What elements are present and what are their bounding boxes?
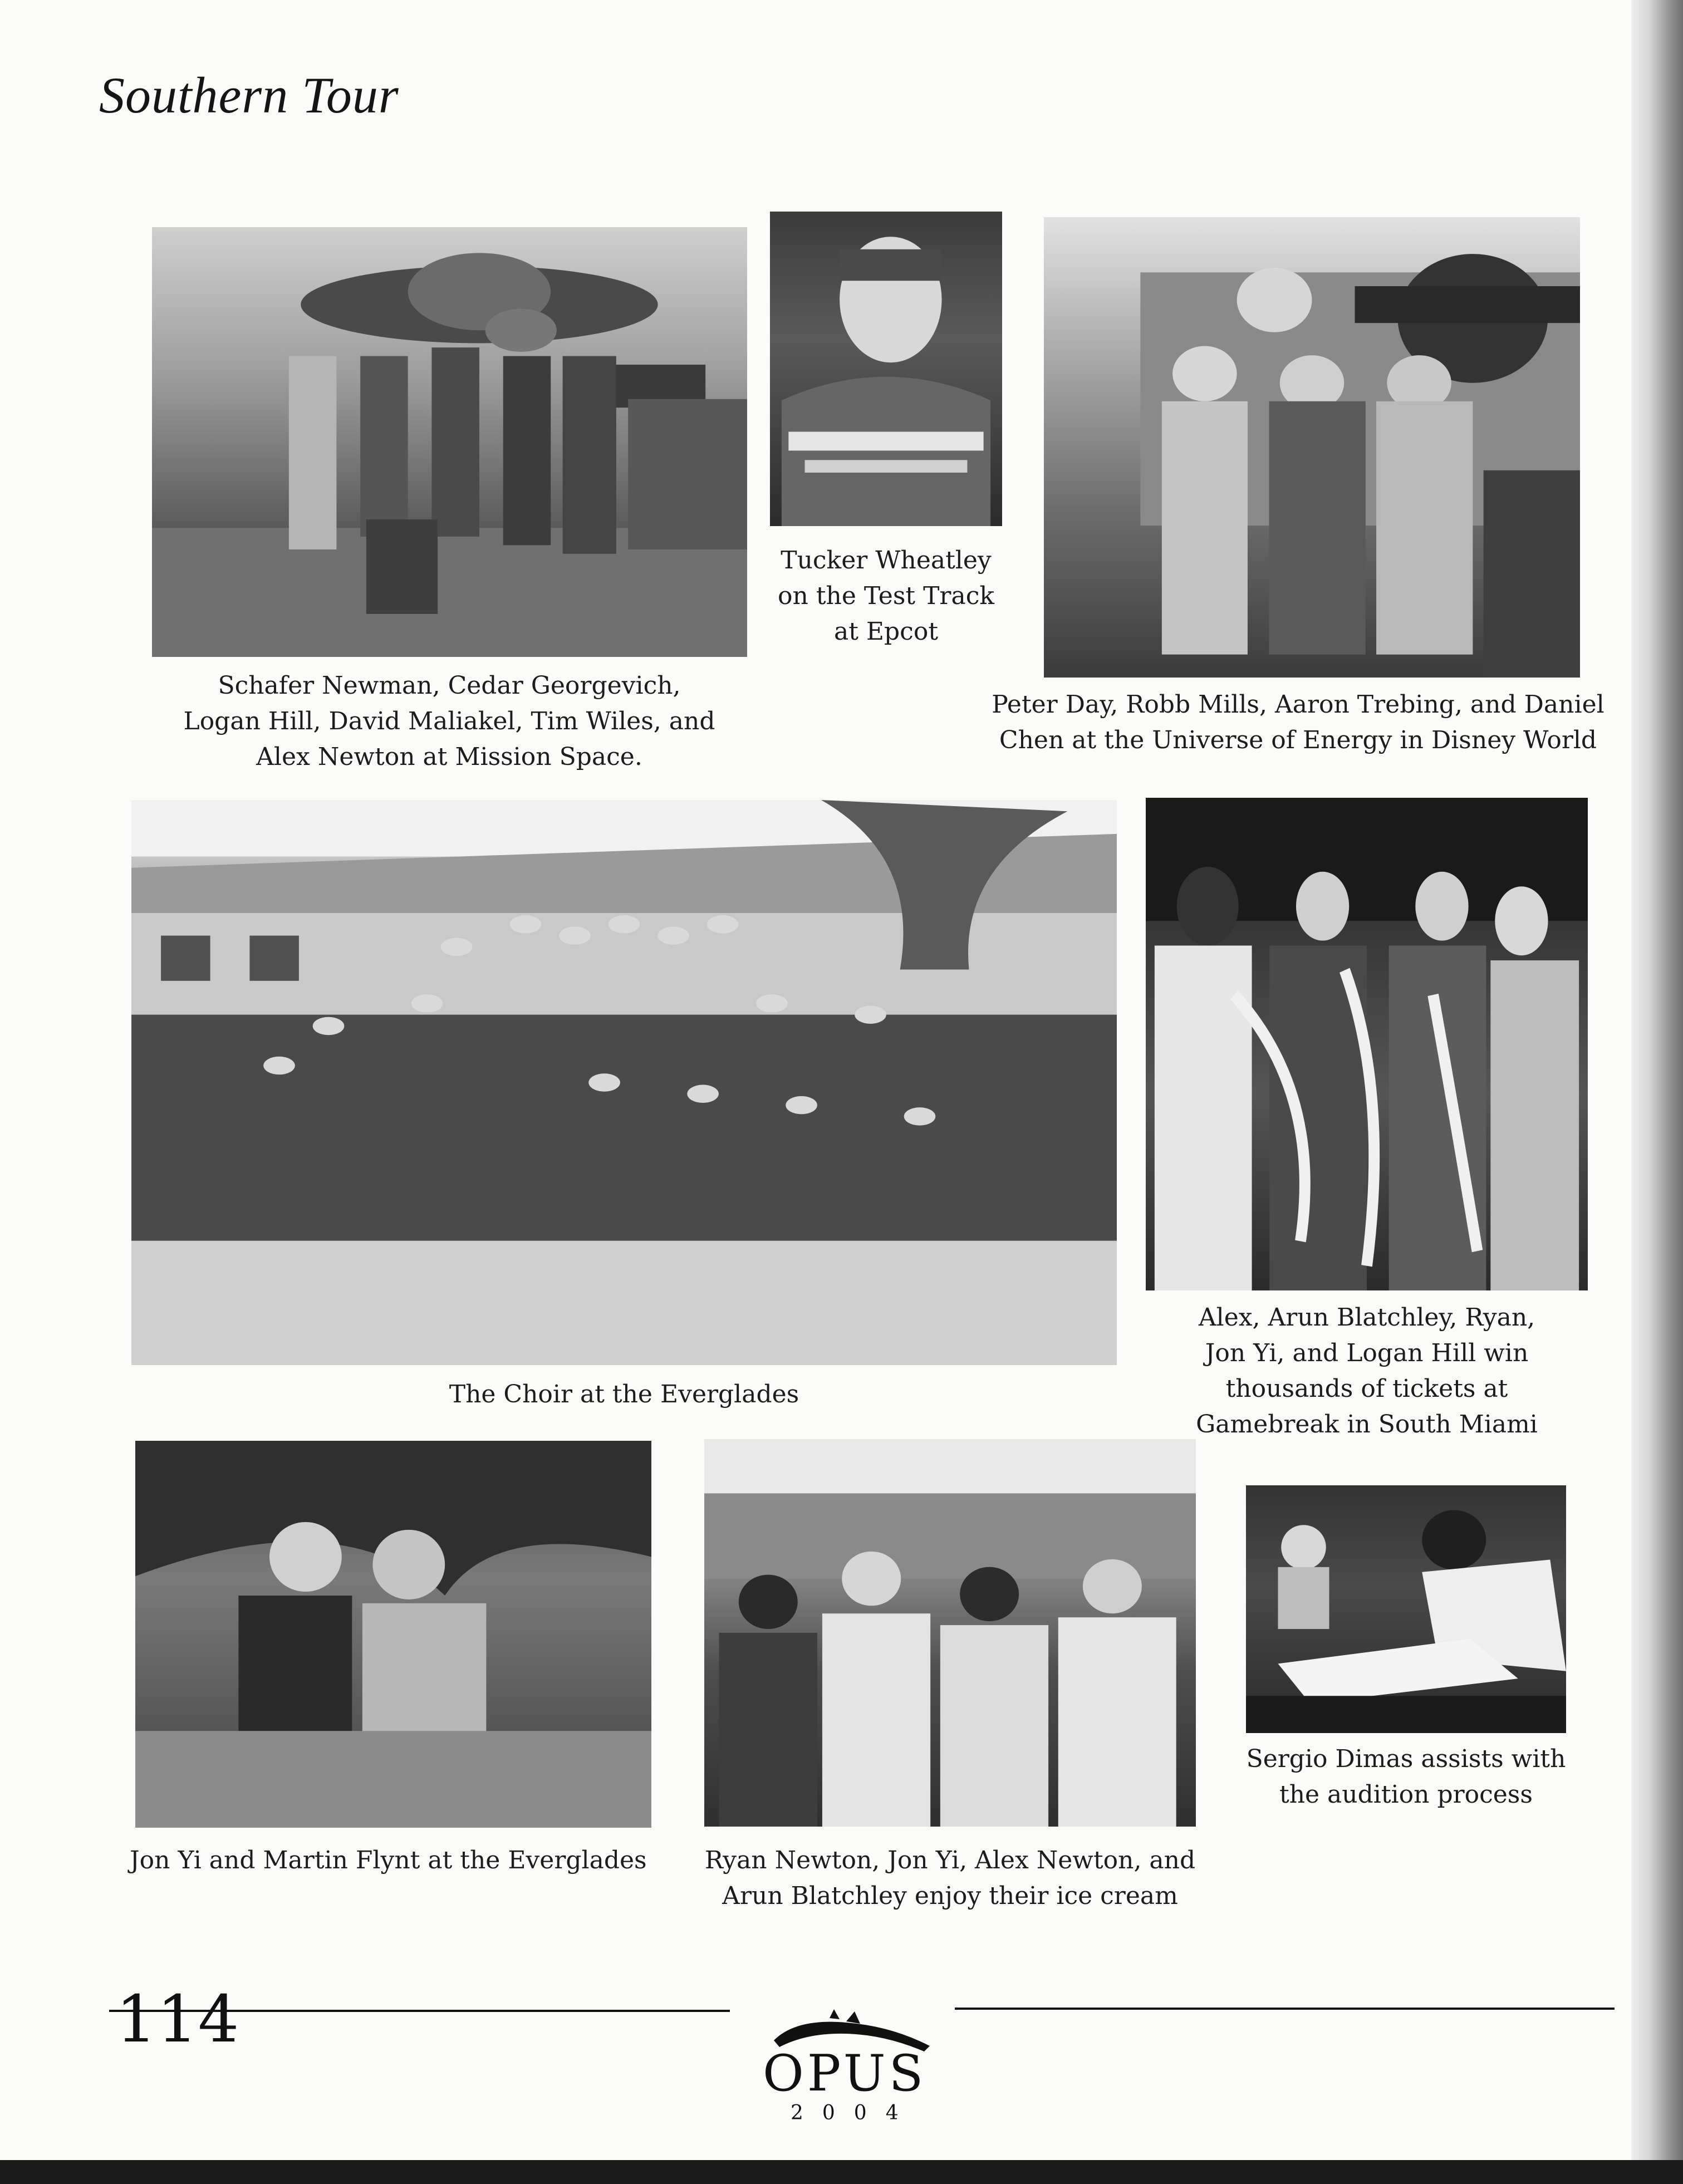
caption-audition: Sergio Dimas assists with the audition process (1246, 1745, 1566, 1809)
caption-gamebreak: Alex, Arun Blatchley, Ryan, Jon Yi, and Logan Hill win thousands of tickets at Gamebreak in South Miami (1196, 1303, 1538, 1439)
photo-jon-martin-everglades (135, 1441, 651, 1828)
scan-bottom-edge (0, 2160, 1683, 2184)
photo-universe-of-energy-image (1044, 217, 1580, 678)
photo-audition (1246, 1485, 1566, 1733)
photo-test-track-image (770, 212, 1002, 526)
caption-mission-space: Schafer Newman, Cedar Georgevich, Logan Hill, David Maliakel, Tim Wiles, and Alex Newton at Mission Space. (183, 671, 715, 771)
caption-choir-everglades: The Choir at the Everglades (449, 1380, 799, 1408)
photo-audition-image (1246, 1485, 1566, 1733)
caption-jon-martin-everglades: Jon Yi and Martin Flynt at the Everglades (130, 1846, 647, 1874)
logo-year: 2004 (791, 2102, 917, 2124)
photo-mission-space-image (152, 227, 747, 657)
page-number: 114 (116, 1982, 239, 2057)
photo-ice-cream-image (704, 1439, 1196, 1827)
photo-ice-cream (704, 1439, 1196, 1827)
photo-choir-everglades-image (131, 800, 1117, 1365)
photo-universe-of-energy (1044, 217, 1580, 678)
photo-choir-everglades (131, 800, 1117, 1365)
footer-rule-right (955, 2008, 1615, 2010)
photo-gamebreak (1146, 798, 1588, 1290)
logo-word: OPUS (763, 2044, 927, 2103)
photo-mission-space (152, 227, 747, 657)
photo-jon-martin-everglades-image (135, 1441, 651, 1828)
caption-test-track: Tucker Wheatley on the Test Track at Epcot (778, 546, 994, 646)
caption-ice-cream: Ryan Newton, Jon Yi, Alex Newton, and Arun Blatchley enjoy their ice cream (704, 1846, 1196, 1910)
page-title: Southern Tour (99, 67, 399, 124)
photo-gamebreak-image (1146, 798, 1588, 1290)
page-binding-edge (1631, 0, 1683, 2184)
photo-test-track (770, 212, 1002, 526)
caption-universe-of-energy: Peter Day, Robb Mills, Aaron Trebing, and Daniel Chen at the Universe of Energy in Disney World (992, 690, 1605, 754)
